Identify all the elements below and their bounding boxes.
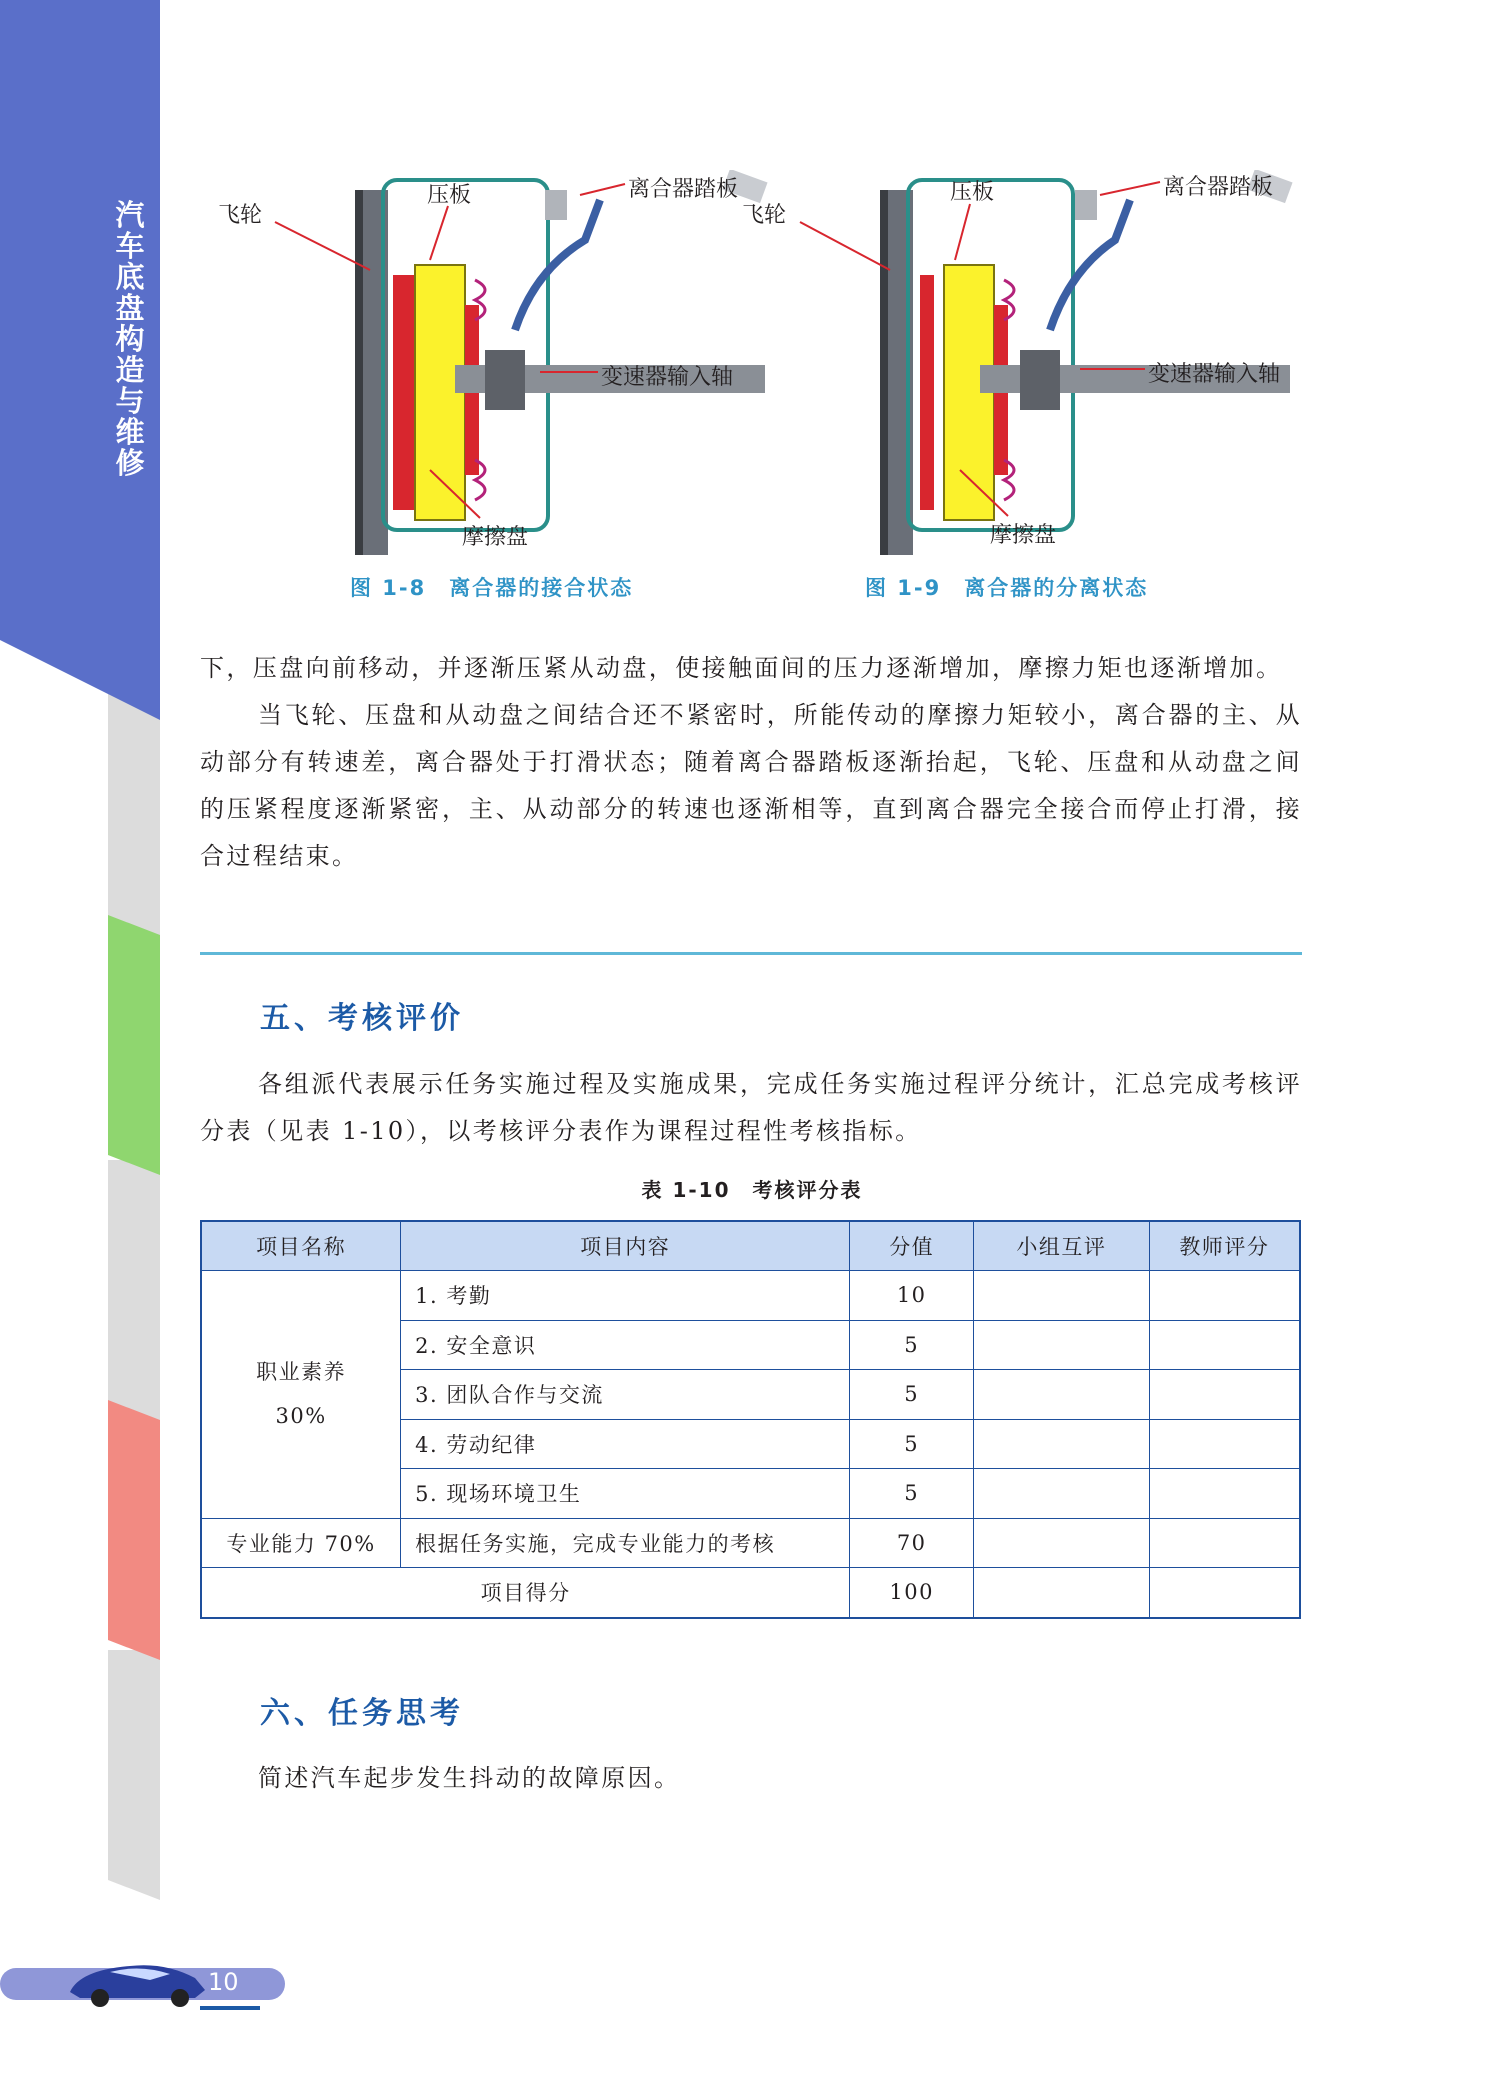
table-row xyxy=(201,1518,1300,1568)
section-6-heading: 六、任务思考 xyxy=(260,1696,464,1731)
page-number: 10 xyxy=(208,1968,239,1996)
table-row xyxy=(201,1271,1300,1321)
flywheel-label: 飞轮 xyxy=(218,203,263,228)
section-divider xyxy=(200,952,1302,955)
peer-score-cell xyxy=(974,1320,1150,1370)
header-cell: 教师评分 xyxy=(1149,1221,1300,1271)
peer-score-cell xyxy=(974,1469,1150,1519)
header-cell: 项目内容 xyxy=(401,1221,850,1271)
flywheel-label-2: 飞轮 xyxy=(742,203,787,228)
teacher-score-cell xyxy=(1149,1568,1300,1618)
section-5-text: 各组派代表展示任务实施过程及实施成果，完成任务实施过程评分统计，汇总完成考核评分表（见表 1-10），以考核评分表作为课程过程性考核指标。 xyxy=(200,1070,1302,1145)
total-label-cell: 项目得分 xyxy=(201,1568,850,1618)
peer-score-cell xyxy=(974,1271,1150,1321)
peer-score-cell xyxy=(974,1568,1150,1618)
figure-1-9-caption: 图 1-9 离合器的分离状态 xyxy=(865,576,1149,600)
clutch-pedal-label-2: 离合器踏板 xyxy=(1163,175,1274,200)
friction-disc-label: 摩擦盘 xyxy=(462,525,529,550)
body-text xyxy=(200,645,1302,880)
content-cell: 2. 安全意识 xyxy=(401,1320,850,1370)
table-caption: 表 1-10 考核评分表 xyxy=(641,1178,863,1202)
input-shaft-label: 变速器输入轴 xyxy=(601,365,734,390)
pressure-plate-label-2: 压板 xyxy=(950,180,995,205)
clutch-pedal-label: 离合器踏板 xyxy=(628,177,739,202)
section-5-heading: 五、考核评价 xyxy=(260,1001,464,1036)
teacher-score-cell xyxy=(1149,1469,1300,1519)
group-name-cell: 职业素养 30% xyxy=(201,1271,401,1519)
peer-score-cell xyxy=(974,1370,1150,1420)
teacher-score-cell xyxy=(1149,1320,1300,1370)
score-cell: 5 xyxy=(850,1469,974,1519)
teacher-score-cell xyxy=(1149,1419,1300,1469)
friction-disc-label-2: 摩擦盘 xyxy=(990,523,1057,548)
content-cell: 5. 现场环境卫生 xyxy=(401,1469,850,1519)
peer-score-cell xyxy=(974,1518,1150,1568)
score-cell: 5 xyxy=(850,1419,974,1469)
content-cell: 根据任务实施，完成专业能力的考核 xyxy=(401,1518,850,1568)
score-cell: 5 xyxy=(850,1320,974,1370)
figure-2-leader-lines xyxy=(0,0,1504,620)
header-cell: 项目名称 xyxy=(201,1221,401,1271)
content-cell: 1. 考勤 xyxy=(401,1271,850,1321)
header-cell: 分值 xyxy=(850,1221,974,1271)
book-title-vertical: 汽车底盘构造与维修 xyxy=(115,198,145,480)
score-cell: 70 xyxy=(850,1518,974,1568)
group-name-cell: 专业能力 70% xyxy=(201,1518,401,1568)
header-cell: 小组互评 xyxy=(974,1221,1150,1271)
table-header-row xyxy=(201,1221,1300,1271)
paragraph-2: 当飞轮、压盘和从动盘之间结合还不紧密时，所能传动的摩擦力矩较小，离合器的主、从动部分有转速差，离合器处于打滑状态；随着离合器踏板逐渐抬起，飞轮、压盘和从动盘之间的压紧程度逐渐紧密，主、从动部分的转速也逐渐相等，直到离合器完全接合而停止打滑，接合过程结束。 xyxy=(200,701,1302,870)
peer-score-cell xyxy=(974,1419,1150,1469)
assessment-table xyxy=(200,1220,1301,1619)
footer-car-icon xyxy=(0,1940,300,2010)
score-cell: 5 xyxy=(850,1370,974,1420)
section-6-text: 简述汽车起步发生抖动的故障原因。 xyxy=(258,1764,681,1792)
figure-1-8-caption: 图 1-8 离合器的接合状态 xyxy=(350,576,634,600)
content-cell: 4. 劳动纪律 xyxy=(401,1419,850,1469)
teacher-score-cell xyxy=(1149,1518,1300,1568)
score-cell: 10 xyxy=(850,1271,974,1321)
content-cell: 3. 团队合作与交流 xyxy=(401,1370,850,1420)
teacher-score-cell xyxy=(1149,1370,1300,1420)
table-total-row xyxy=(201,1568,1300,1618)
teacher-score-cell xyxy=(1149,1271,1300,1321)
paragraph-1: 下，压盘向前移动，并逐渐压紧从动盘，使接触面间的压力逐渐增加，摩擦力矩也逐渐增加。 xyxy=(200,654,1283,682)
input-shaft-label-2: 变速器输入轴 xyxy=(1148,362,1281,387)
pressure-plate-label: 压板 xyxy=(427,183,472,208)
total-score-cell: 100 xyxy=(850,1568,974,1618)
